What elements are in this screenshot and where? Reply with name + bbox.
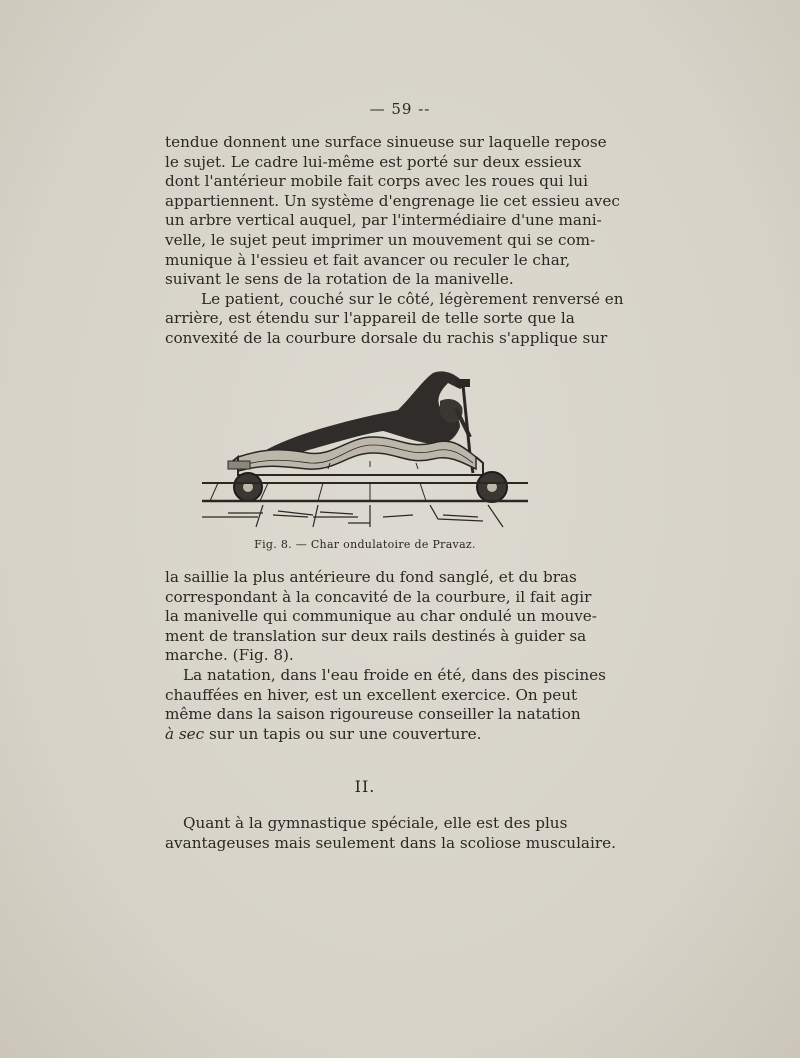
text-line: tendue donnent une surface sinueuse sur laquelle repose [165, 133, 607, 151]
italic-phrase: à sec [165, 724, 205, 743]
text-line: La natation, dans l'eau froide en été, dans des piscines [183, 665, 606, 684]
page-number: — 59 -- [369, 100, 431, 118]
text-line: arrière, est étendu sur l'appareil de telle sorte que la [165, 309, 575, 328]
text-line: dont l'antérieur mobile fait corps avec les roues qui lui [165, 172, 588, 191]
section-heading: II. [354, 777, 376, 796]
text-line: chauffées en hiver, est un excellent exercice. On peut [165, 685, 578, 704]
text-line: munique à l'essieu et fait avancer ou reculer le char, [165, 250, 571, 269]
text-line: correspondant à la concavité de la courbure, il fait agir [165, 587, 592, 606]
text-line [165, 725, 560, 745]
text-line: velle, le sujet peut imprimer un mouvement qui se com- [165, 230, 596, 249]
text-line: appartiennent. Un système d'engrenage lie cet essieu avec [165, 191, 620, 210]
text-line: marche. (Fig. 8). [165, 646, 294, 665]
text-line: la saillie la plus antérieure du fond sanglé, et du bras [165, 568, 577, 586]
text-line: convexité de la courbure dorsale du rachis s'applique sur [165, 328, 608, 347]
text-line: Le patient, couché sur le côté, légèrement renversé en [201, 289, 624, 308]
text-span: sur un tapis ou sur une couverture. [204, 724, 482, 743]
text-block-top [165, 133, 624, 349]
text-line: même dans la saison rigoureuse conseiller la natation [165, 705, 581, 724]
text-line: avantageuses mais seulement dans la scoliose musculaire. [165, 833, 616, 852]
text-line: la manivelle qui communique au char ondulé un mouve- [165, 607, 597, 626]
undulating-cart-illustration [198, 365, 530, 531]
text-block-middle [165, 568, 606, 744]
text-block-bottom [165, 814, 616, 853]
text-line: Quant à la gymnastique spéciale, elle est des plus [183, 814, 568, 832]
text-line: ment de translation sur deux rails destinés à guider sa [165, 626, 587, 645]
text-line: le sujet. Le cadre lui-même est porté sur deux essieux [165, 152, 582, 171]
text-line: suivant le sens de la rotation de la manivelle. [165, 270, 514, 289]
text-line: un arbre vertical auquel, par l'intermédiaire d'une mani- [165, 211, 602, 230]
figure-caption: Fig. 8. — Char ondulatoire de Pravaz. [254, 538, 476, 551]
